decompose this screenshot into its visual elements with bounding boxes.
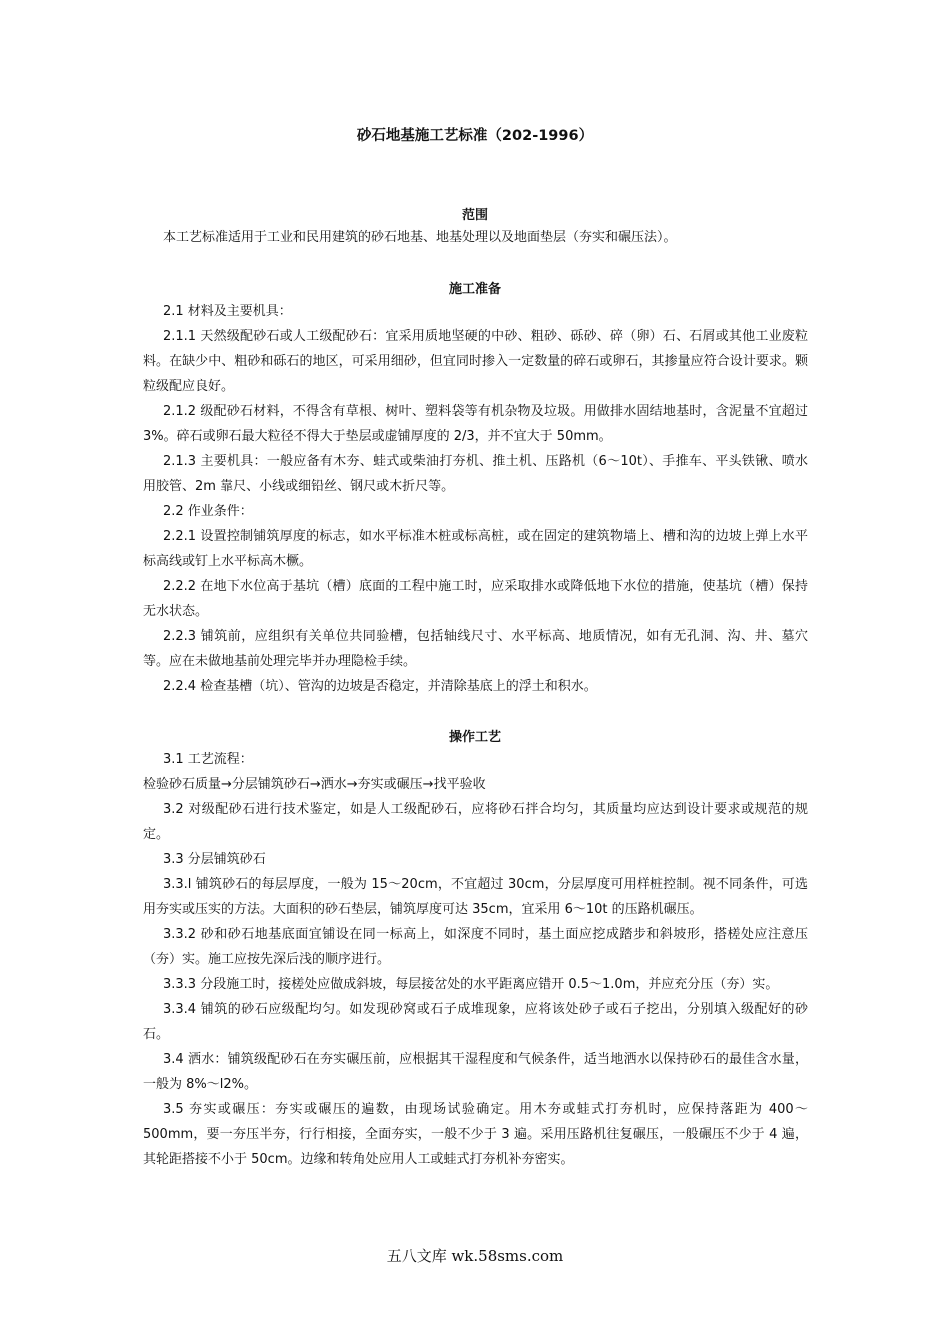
- paragraph: 3.3.3 分段施工时，接槎处应做成斜坡，每层接岔处的水平距离应错开 0.5～1.0m，并应充分压（夯）实。: [163, 977, 779, 992]
- footer-watermark: 五八文库 wk.58sms.com: [386, 1247, 564, 1265]
- section-heading-ops: 操作工艺: [448, 730, 501, 745]
- paragraph: 2.2 作业条件：: [163, 504, 253, 519]
- paragraph: 2.2.4 检查基槽（坑）、管沟的边坡是否稳定，并清除基底上的浮土和积水。: [163, 679, 597, 694]
- paragraph: 3.3.l 铺筑砂石的每层厚度，一般为 15～20cm，不宜超过 30cm，分层厚度可用样桩控制。视不同条件，可选用夯实或压实的方法。大面积的砂石垫层，铺筑厚度可达 35cm，宜采用 6～10t 的压路机碾压。: [143, 877, 808, 917]
- section-body-prep: [143, 299, 808, 699]
- section-body-ops: [143, 747, 808, 1172]
- document-title: 砂石地基施工艺标准（202-1996）: [356, 128, 594, 144]
- section-body-scope: [143, 225, 808, 250]
- paragraph: 2.1.3 主要机具：一般应备有木夯、蛙式或柴油打夯机、推土机、压路机（6～10t）、手推车、平头铁锹、喷水用胶管、2m 靠尺、小线或细铅丝、钢尺或木折尺等。: [143, 454, 808, 494]
- paragraph: 3.5 夯实或碾压：夯实或碾压的遍数，由现场试验确定。用木夯或蛙式打夯机时，应保持落距为 400～500mm，要一夯压半夯，行行相接，全面夯实，一般不少于 3 遍。采用压路机往复碾压，一般碾压不少于 4 遍，其轮距搭接不小于 50cm。边缘和转角处应用人工或蛙式打夯机补夯密实。: [143, 1102, 808, 1167]
- paragraph: 3.4 洒水：铺筑级配砂石在夯实碾压前，应根据其干湿程度和气候条件，适当地洒水以保持砂石的最佳含水量，一般为 8%～l2%。: [143, 1052, 808, 1092]
- section-heading-scope: 范围: [461, 208, 488, 223]
- paragraph: 2.1 材料及主要机具：: [163, 304, 292, 319]
- paragraph: 3.3.4 铺筑的砂石应级配均匀。如发现砂窝或石子成堆现象，应将该处砂子或石子挖出，分别填入级配好的砂石。: [143, 1002, 808, 1042]
- paragraph: 2.2.1 设置控制铺筑厚度的标志，如水平标准木桩或标高桩，或在固定的建筑物墙上、槽和沟的边坡上弹上水平标高线或钉上水平标高木橛。: [143, 529, 808, 569]
- section-heading-prep: 施工准备: [448, 282, 501, 297]
- paragraph: 2.1.1 天然级配砂石或人工级配砂石：宜采用质地坚硬的中砂、粗砂、砾砂、碎（卵）石、石屑或其他工业废粒料。在缺少中、粗砂和砾石的地区，可采用细砂，但宜同时掺入一定数量的碎石或卵石，其掺量应符合设计要求。颗粒级配应良好。: [143, 329, 808, 394]
- paragraph: 本工艺标准适用于工业和民用建筑的砂石地基、地基处理以及地面垫层（夯实和碾压法）。: [163, 230, 677, 245]
- process-flow: 检验砂石质量→分层铺筑砂石→洒水→夯实或碾压→找平验收: [143, 777, 486, 792]
- paragraph: 2.1.2 级配砂石材料，不得含有草根、树叶、塑料袋等有机杂物及垃圾。用做排水固结地基时，含泥量不宜超过 3%。碎石或卵石最大粒径不得大于垫层或虚铺厚度的 2/3，并不宜大于 50mm。: [143, 404, 808, 444]
- paragraph: 2.2.3 铺筑前，应组织有关单位共同验槽，包括轴线尺寸、水平标高、地质情况，如有无孔洞、沟、井、墓穴等。应在未做地基前处理完毕并办理隐检手续。: [143, 629, 808, 669]
- paragraph: 3.1 工艺流程：: [163, 752, 253, 767]
- paragraph: 3.3.2 砂和砂石地基底面宜铺设在同一标高上，如深度不同时，基土面应挖成踏步和斜坡形，搭槎处应注意压（夯）实。施工应按先深后浅的顺序进行。: [143, 927, 808, 967]
- paragraph: 3.3 分层铺筑砂石: [163, 852, 266, 867]
- paragraph: 2.2.2 在地下水位高于基坑（槽）底面的工程中施工时，应采取排水或降低地下水位的措施，使基坑（槽）保持无水状态。: [143, 579, 808, 619]
- paragraph: 3.2 对级配砂石进行技术鉴定，如是人工级配砂石，应将砂石拌合均匀，其质量均应达到设计要求或规范的规定。: [143, 802, 808, 842]
